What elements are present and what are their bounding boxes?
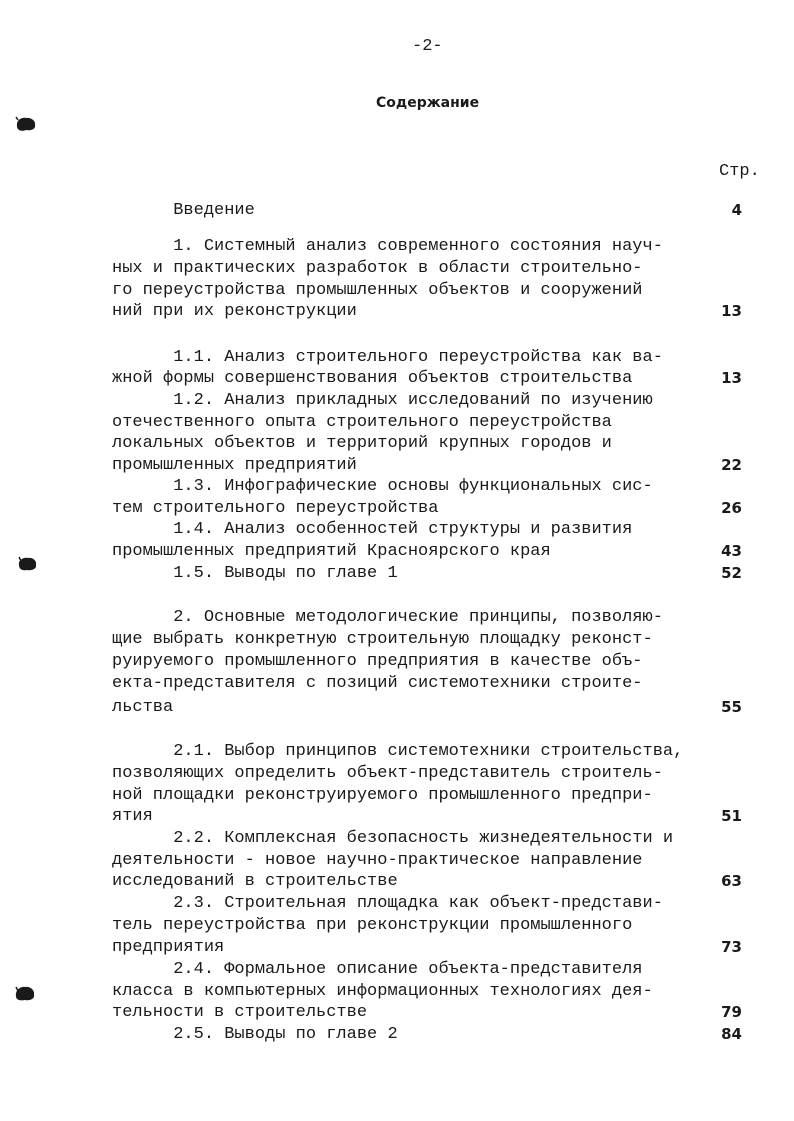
toc-page-number: 43 bbox=[721, 542, 742, 560]
toc-page-number: 4 bbox=[731, 201, 742, 219]
toc-page-number: 26 bbox=[721, 499, 742, 517]
toc-page-number: 84 bbox=[721, 1025, 742, 1043]
toc-entry-line: локальных объектов и территорий крупных городов и bbox=[112, 434, 612, 453]
toc-entry-line: руируемого промышленного предприятия в качестве объ- bbox=[112, 652, 643, 671]
toc-page-number: 73 bbox=[721, 938, 742, 956]
toc-page-number: 13 bbox=[721, 302, 742, 320]
binder-hole-mark bbox=[14, 114, 38, 134]
toc-entry-line: ний при их реконструкции bbox=[112, 302, 357, 321]
toc-entry-line: 2.4. Формальное описание объекта-представителя bbox=[112, 960, 643, 979]
toc-entry-introduction: Введение bbox=[112, 201, 255, 220]
toc-entry-line: ных и практических разработок в области строительно- bbox=[112, 259, 643, 278]
toc-entry-line: тельности в строительстве bbox=[112, 1003, 368, 1022]
toc-entry-line: промышленных предприятий bbox=[112, 456, 357, 475]
binder-hole-mark bbox=[15, 553, 39, 575]
toc-entry-line: 1. Системный анализ современного состояния науч- bbox=[112, 237, 663, 256]
toc-entry-line: 1.5. Выводы по главе 1 bbox=[112, 564, 398, 583]
toc-page-number: 51 bbox=[721, 807, 742, 825]
toc-entry-line: промышленных предприятий Красноярского края bbox=[112, 542, 551, 561]
toc-page-number: 63 bbox=[721, 872, 742, 890]
toc-entry-line: деятельности - новое научно-практическое направление bbox=[112, 851, 643, 870]
toc-page-number: 79 bbox=[721, 1003, 742, 1021]
toc-entry-line: ной площадки реконструируемого промышленного предпри- bbox=[112, 786, 653, 805]
toc-entry-line: исследований в строительстве bbox=[112, 872, 398, 891]
toc-entry-line: 1.2. Анализ прикладных исследований по изучению bbox=[112, 391, 653, 410]
toc-entry-line: 2.3. Строительная площадка как объект-представи- bbox=[112, 894, 663, 913]
toc-title: Содержание bbox=[376, 95, 480, 111]
toc-entry-line: отечественного опыта строительного переустройства bbox=[112, 413, 612, 432]
toc-entry-line: тель переустройства при реконструкции промышленного bbox=[112, 916, 633, 935]
toc-entry-line: предприятия bbox=[112, 938, 225, 957]
page-number: -2- bbox=[412, 37, 443, 56]
toc-entry-line: жной формы совершенствования объектов строительства bbox=[112, 369, 633, 388]
toc-entry-line: екта-представителя с позиций системотехники строите- bbox=[112, 674, 643, 693]
toc-entry-line: 2. Основные методологические принципы, позволяю- bbox=[112, 608, 663, 627]
toc-entry-line: льства bbox=[112, 698, 174, 717]
toc-entry-line: позволяющих определить объект-представитель строитель- bbox=[112, 764, 663, 783]
toc-page-number: 55 bbox=[721, 698, 742, 716]
toc-entry-line: класса в компьютерных информационных технологиях дея- bbox=[112, 982, 653, 1001]
toc-entry-line: щие выбрать конкретную строительную площадку реконст- bbox=[112, 630, 653, 649]
toc-entry-line: 2.1. Выбор принципов системотехники строительства, bbox=[112, 742, 684, 761]
toc-entry-line: 2.2. Комплексная безопасность жизнедеятельности и bbox=[112, 829, 674, 848]
toc-entry-line: 1.1. Анализ строительного переустройства как ва- bbox=[112, 348, 663, 367]
toc-page-number: 22 bbox=[721, 456, 742, 474]
toc-entry-line: 1.4. Анализ особенностей структуры и развития bbox=[112, 520, 633, 539]
toc-page-number: 13 bbox=[721, 369, 742, 387]
page-column-header: Стр. bbox=[719, 162, 760, 181]
toc-entry-line: тем строительного переустройства bbox=[112, 499, 439, 518]
toc-page-number: 52 bbox=[721, 564, 742, 582]
toc-entry-line: ятия bbox=[112, 807, 153, 826]
binder-hole-mark bbox=[13, 982, 37, 1004]
toc-entry-line: 1.3. Инфографические основы функциональных сис- bbox=[112, 477, 653, 496]
toc-entry-line: 2.5. Выводы по главе 2 bbox=[112, 1025, 398, 1044]
toc-entry-line: го переустройства промышленных объектов и сооружений bbox=[112, 281, 643, 300]
